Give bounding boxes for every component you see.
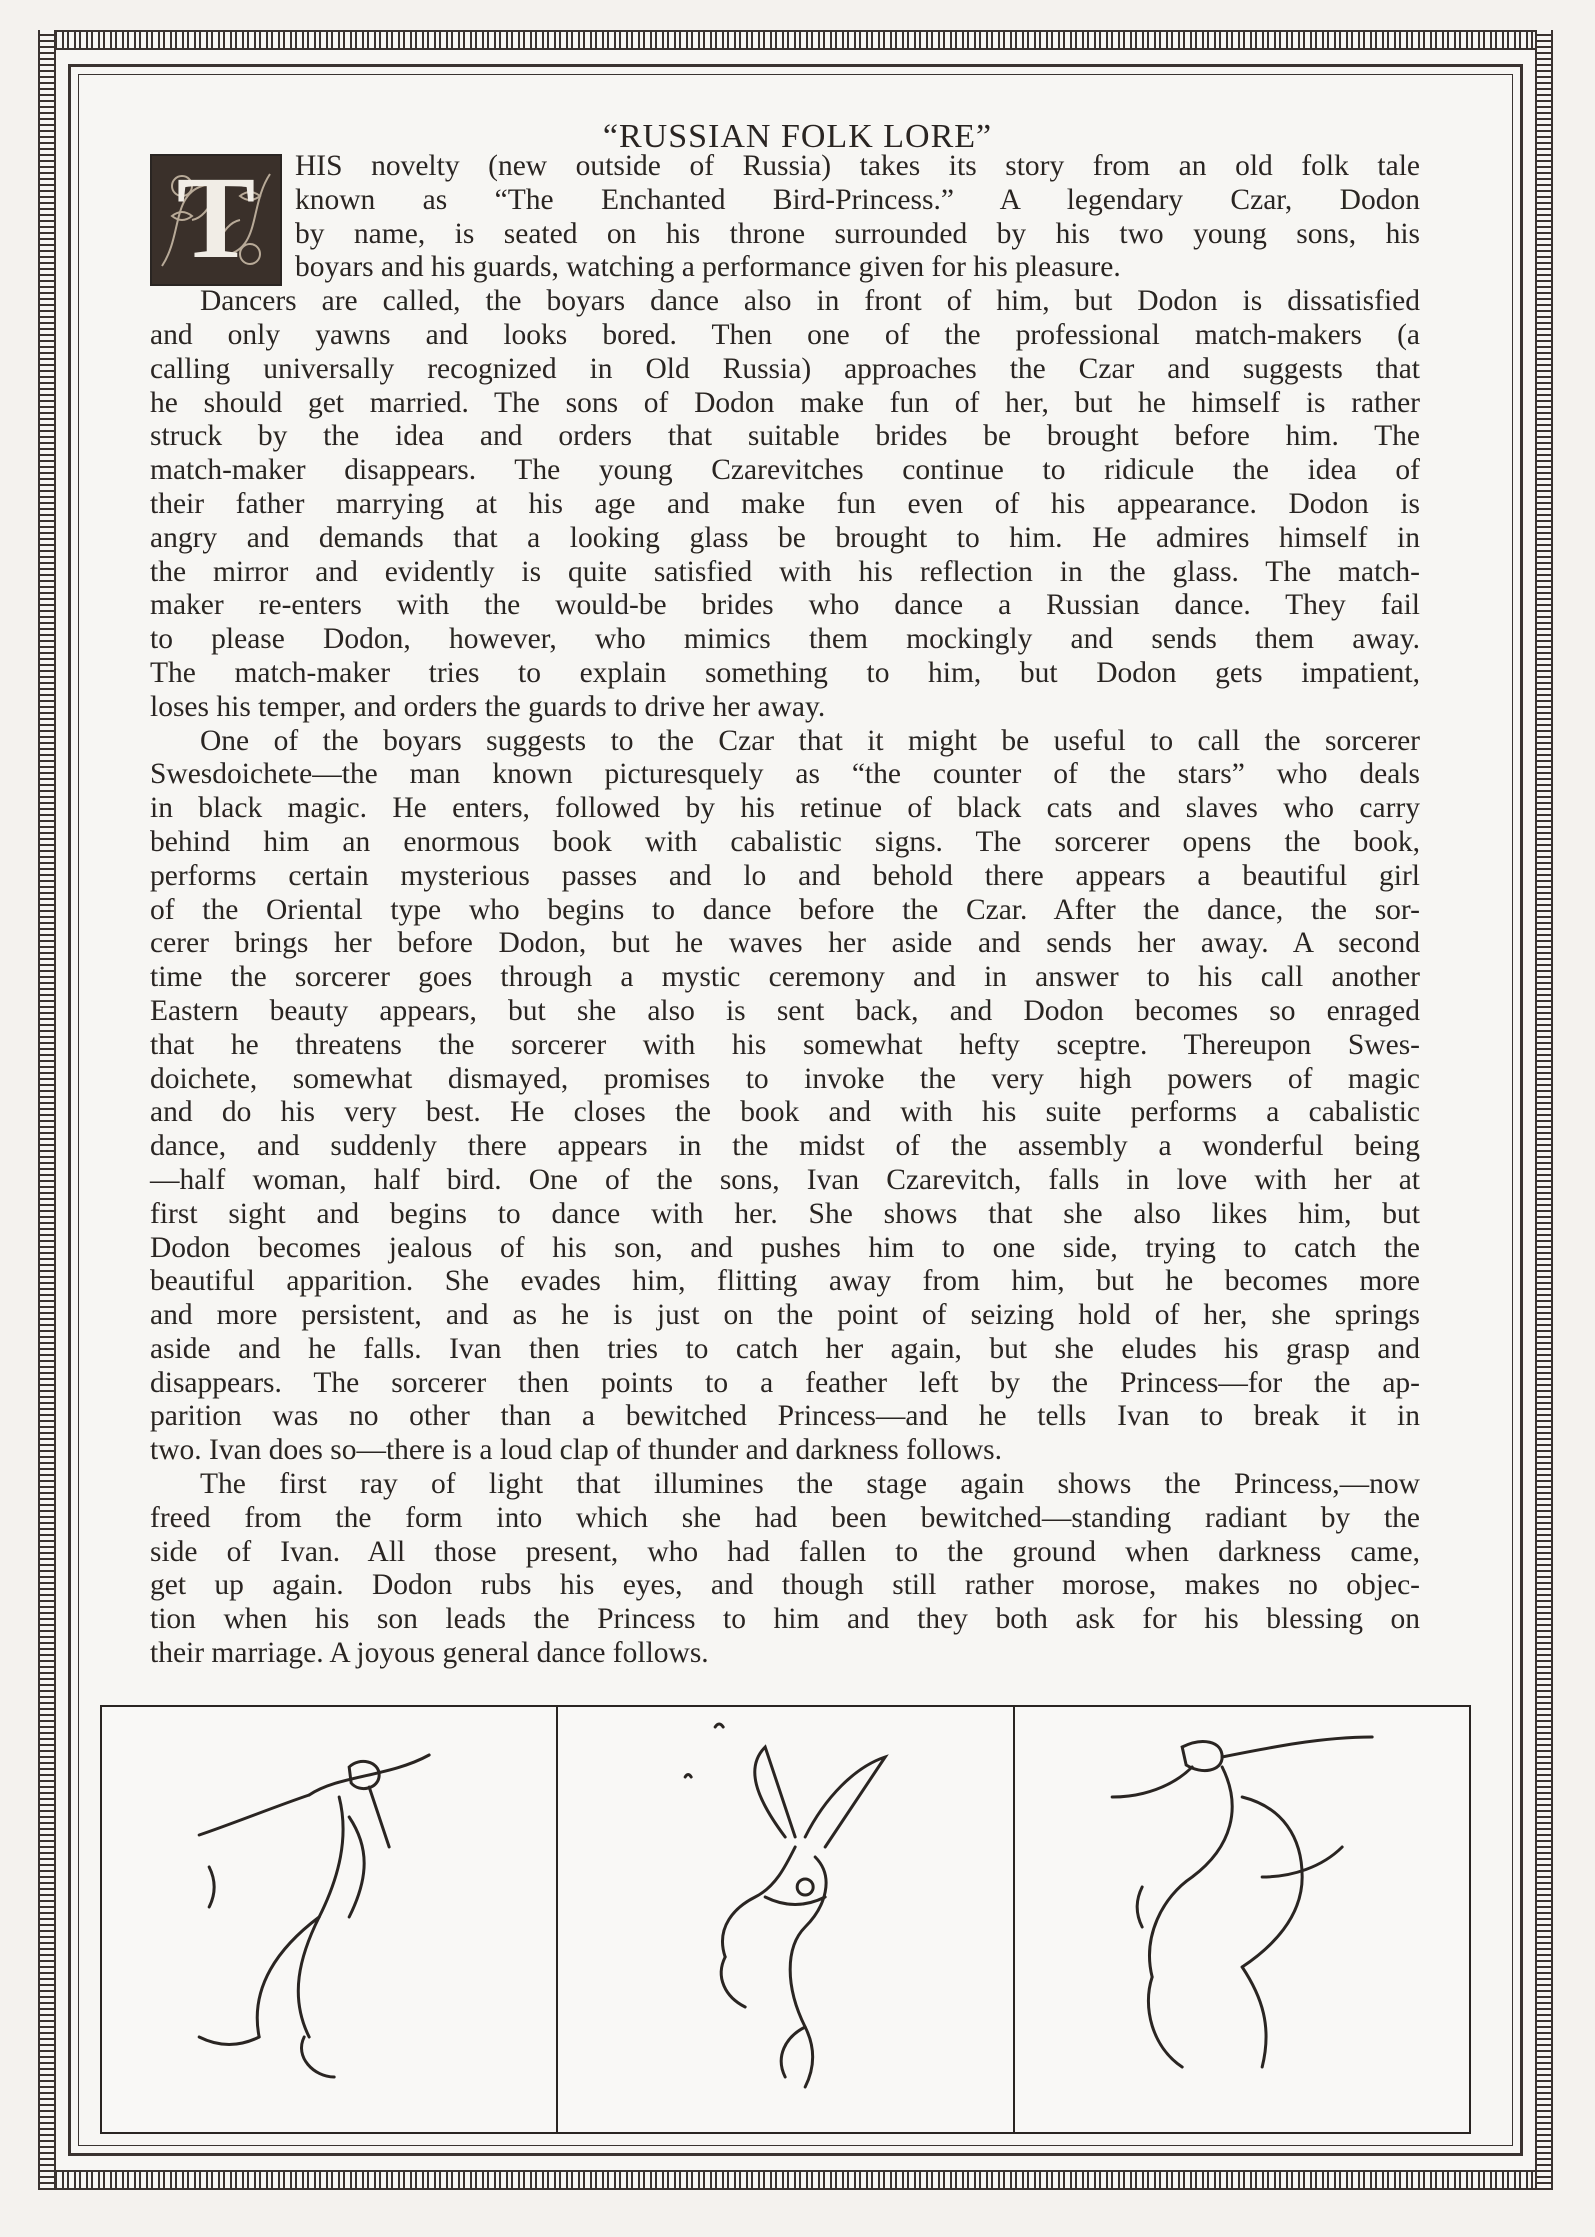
drop-cap-letter: T xyxy=(176,152,256,283)
text-line: doichete, somewhat dismayed, promises to invoke the very high powers of magic xyxy=(150,1062,1420,1095)
text-line: HIS novelty (new outside of Russia) takes its story from an old folk tale xyxy=(295,150,1420,182)
text-line: time the sorcerer goes through a mystic ceremony and in answer to his call another xyxy=(150,961,1420,994)
text-line: One of the boyars suggests to the Czar that it might be useful to call the sorcerer xyxy=(200,724,1420,757)
text-line: The first ray of light that illumines the stage again shows the Princess,—now xyxy=(200,1468,1420,1501)
ornamental-border-left xyxy=(38,30,56,2190)
text-line: Dancers are called, the boyars dance also in front of him, but Dodon is dissatisfied xyxy=(200,285,1420,318)
text-line: —half woman, half bird. One of the sons, Ivan Czarevitch, falls in love with her at xyxy=(150,1163,1420,1196)
text-line: dance, and suddenly there appears in the midst of the assembly a wonderful being xyxy=(150,1130,1420,1163)
text-line: known as “The Enchanted Bird-Princess.” A legendary Czar, Dodon xyxy=(295,183,1420,216)
text-line: two. Ivan does so—there is a loud clap of thunder and darkness follows. xyxy=(150,1434,1003,1467)
text-line: freed from the form into which she had been bewitched—standing radiant by the xyxy=(150,1501,1420,1534)
dancer-sketch-left-icon xyxy=(102,1707,556,2132)
text-line: first sight and begins to dance with her. She shows that she also likes him, but xyxy=(150,1197,1420,1230)
text-line: performs certain mysterious passes and lo and behold there appears a beautiful girl xyxy=(150,859,1420,892)
illustration-panel-left xyxy=(102,1707,558,2132)
paragraph xyxy=(150,285,1420,724)
text-line: Swesdoichete—the man known picturesquely as “the counter of the stars” who deals xyxy=(150,758,1420,791)
dancer-sketch-center-icon xyxy=(558,1707,1012,2132)
article-body xyxy=(150,150,1420,1671)
text-line: Eastern beauty appears, but she also is sent back, and Dodon becomes so enraged xyxy=(150,994,1420,1027)
ornamental-border-bottom xyxy=(38,2170,1553,2190)
text-line: parition was no other than a bewitched Princess—and he tells Ivan to break it in xyxy=(150,1400,1420,1433)
page-title: “RUSSIAN FOLK LORE” xyxy=(602,118,993,155)
ornamental-border-right xyxy=(1535,30,1553,2190)
text-line: calling universally recognized in Old Russia) approaches the Czar and suggests that xyxy=(150,352,1420,385)
text-line: match-maker disappears. The young Czarevitches continue to ridicule the idea of xyxy=(150,454,1420,487)
text-line: their father marrying at his age and make fun even of his appearance. Dodon is xyxy=(150,487,1420,520)
text-line: tion when his son leads the Princess to him and they both ask for his blessing on xyxy=(150,1603,1420,1636)
text-line: beautiful apparition. She evades him, flitting away from him, but he becomes more xyxy=(150,1265,1420,1298)
text-line: of the Oriental type who begins to dance before the Czar. After the dance, the sor- xyxy=(150,893,1420,926)
text-line: get up again. Dodon rubs his eyes, and though still rather morose, makes no objec- xyxy=(150,1569,1420,1602)
text-line: maker re-enters with the would-be brides who dance a Russian dance. They fail xyxy=(150,589,1420,622)
paragraph xyxy=(150,150,1420,285)
text-line: The match-maker tries to explain something to him, but Dodon gets impatient, xyxy=(150,656,1420,689)
text-line: and more persistent, and as he is just on the point of seizing hold of her, she springs xyxy=(150,1299,1420,1332)
text-line: to please Dodon, however, who mimics them mockingly and sends them away. xyxy=(150,623,1420,656)
text-line: the mirror and evidently is quite satisfied with his reflection in the glass. The match- xyxy=(150,555,1420,588)
text-line: their marriage. A joyous general dance follows. xyxy=(150,1637,709,1670)
text-line: struck by the idea and orders that suitable brides be brought before him. The xyxy=(150,420,1420,453)
text-line: and only yawns and looks bored. Then one of the professional match-makers (a xyxy=(150,318,1420,351)
text-line: disappears. The sorcerer then points to a feather left by the Princess—for the ap- xyxy=(150,1366,1420,1399)
ornamental-border-top xyxy=(38,30,1553,50)
text-line: cerer brings her before Dodon, but he waves her aside and sends her away. A second xyxy=(150,927,1420,960)
paragraph xyxy=(150,725,1420,1469)
text-line: and do his very best. He closes the book and with his suite performs a cabalistic xyxy=(150,1096,1420,1129)
dancer-sketch-right-icon xyxy=(1015,1707,1469,2132)
text-line: by name, is seated on his throne surrounded by his two young sons, his xyxy=(295,217,1420,250)
text-line: Dodon becomes jealous of his son, and pushes him to one side, trying to catch the xyxy=(150,1231,1420,1264)
text-line: aside and he falls. Ivan then tries to catch her again, but she eludes his grasp and xyxy=(150,1332,1420,1365)
text-line: in black magic. He enters, followed by his retinue of black cats and slaves who carry xyxy=(150,792,1420,825)
text-line: he should get married. The sons of Dodon make fun of her, but he himself is rather xyxy=(150,386,1420,419)
text-line: behind him an enormous book with cabalistic signs. The sorcerer opens the book, xyxy=(150,825,1420,858)
text-line: that he threatens the sorcerer with his somewhat hefty sceptre. Thereupon Swes- xyxy=(150,1028,1420,1061)
text-line: side of Ivan. All those present, who had fallen to the ground when darkness came, xyxy=(150,1535,1420,1568)
text-line: loses his temper, and orders the guards to drive her away. xyxy=(150,690,826,723)
text-line: angry and demands that a looking glass be brought to him. He admires himself in xyxy=(150,521,1420,554)
illustration-strip xyxy=(100,1705,1471,2134)
paragraph xyxy=(150,1468,1420,1671)
illustration-panel-center xyxy=(558,1707,1014,2132)
illustration-panel-right xyxy=(1015,1707,1469,2132)
text-line: boyars and his guards, watching a performance given for his pleasure. xyxy=(295,251,1121,284)
